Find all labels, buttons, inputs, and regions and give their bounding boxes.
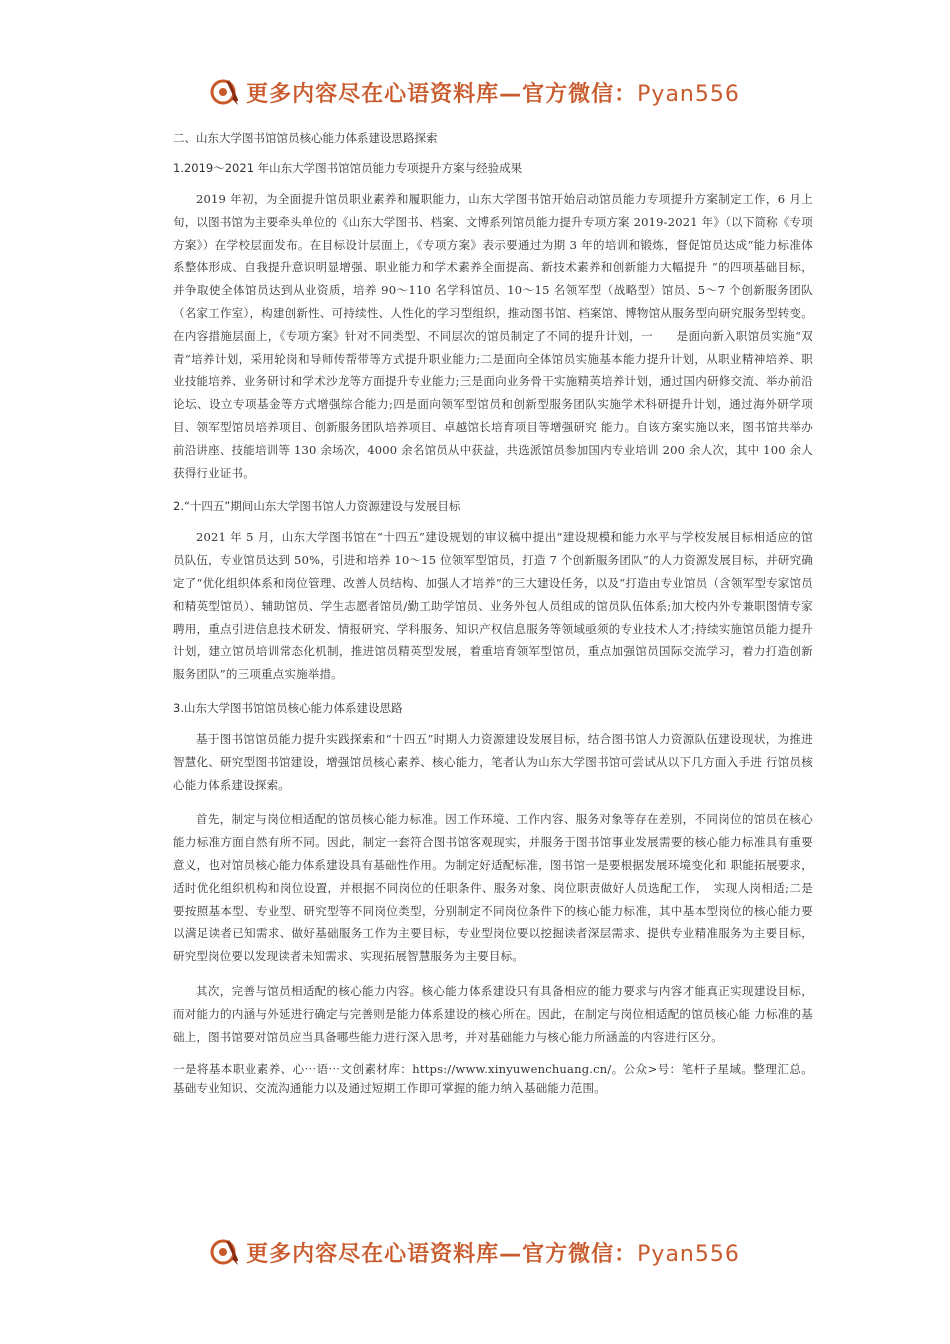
subsection-heading-2: 2.“十四五”期间山东大学图书馆人力资源建设与发展目标 [173, 499, 461, 514]
banner-wechat-id: Pyan556 [637, 81, 740, 107]
banner-text [246, 1237, 740, 1268]
paragraph-4: 首先，制定与岗位相适配的馆员核心能力标准。因工作环境、工作内容、服务对象等存在差别，不同岗位的馆员在核心能力标准方面自然有所不同。因此，制定一套符合图书馆客观现实，并服务于图书馆事业发展需要的核心能力标准具有重要意义，也对馆员核心能力体系建设具有基础性作用。为制定好适配标准，图书馆一是要根据发展环境变化和 职能拓展要求，适时优化组织机构和岗位设置，并根据不同岗位的任职条件、服务对象、岗位职责做好人员选配工作， 实现人岗相适;二是要按照基本型、专业型、研究型等不同岗位类型，分别制定不同岗位条件下的核心能力标准，其中基本型岗位的核心能力要以满足读者已知需求、做好基础服务工作为主要目标，专业型岗位要以挖掘读者深层需求、提供专业精准服务为主要目标，研究型岗位要以发现读者未知需求、实现拓展智慧服务为主要目标。 [173, 812, 813, 964]
subsection-heading-1: 1.2019～2021 年山东大学图书馆馆员能力专项提升方案与经验成果 [173, 161, 523, 175]
paragraph-3: 基于图书馆馆员能力提升实践探索和“十四五”时期人力资源建设发展目标，结合图书馆人力资源队伍建设现状，为推进智慧化、研究型图书馆建设，增强馆员核心素养、核心能力，笔者认为山东大学图书馆可尝试从以下几方面入手进 行馆员核心能力体系建设探索。 [173, 731, 813, 792]
logo-icon [210, 77, 240, 107]
header-banner [0, 72, 950, 112]
paragraph-2: 2021 年 5 月，山东大学图书馆在“十四五”建设规划的审议稿中提出“建设规模和能力水平与学校发展目标相适应的馆员队伍，专业馆员达到 50%，引进和培养 10～15 位领军型馆员，打造 7 个创新服务团队”的人力资源发展目标，并研究确定了“优化组织体系和岗位管理、改善人员结构、加强人才培养”的三大建设任务，以及“打造由专业馆员（含领军型专家馆员和精英型馆员）、辅助馆员、学生志愿者馆员/勤工助学馆员、业务外包人员组成的馆员队伍体系;加大校内外专兼职图情专家聘用，重点引进信息技术研发、情报研究、学科服务、知识产权信息服务等领域亟须的专业技术人才;持续实施馆员能力提升计划，建立馆员培训常态化机制，推进馆员精英型发展，着重培育领军型馆员，重点加强馆员国际交流学习，着力打造创新服务团队”的三项重点实施举措。 [173, 530, 813, 682]
paragraph-5: 其次，完善与馆员相适配的核心能力内容。核心能力体系建设只有具备相应的能力要求与内容才能真正实现建设目标，而对能力的内涵与外延进行确定与完善则是能力体系建设的核心所在。因此，在制定与岗位相适配的馆员核心能 力标准的基础上，图书馆要对馆员应当具备哪些能力进行深入思考，并对基础能力与核心能力所涵盖的内容进行区分。 [173, 983, 813, 1044]
footer-banner [0, 1232, 950, 1272]
paragraph-6: 一是将基本职业素养、心⋯语⋯文创素材库：https://www.xinyuwenchuang.cn/。公众>号：笔杆子星域。整理汇总。基础专业知识、交流沟通能力以及通过短期工作即可掌握的能力纳入基础能力范围。 [173, 1062, 813, 1096]
logo-icon [210, 1237, 240, 1267]
banner-slogan: 更多内容尽在心语资料库—官方微信： [246, 1241, 638, 1267]
banner-text [246, 77, 740, 108]
section-title: 二、山东大学图书馆馆员核心能力体系建设思路探索 [173, 131, 438, 145]
banner-slogan: 更多内容尽在心语资料库—官方微信： [246, 81, 638, 107]
banner-wechat-id: Pyan556 [637, 1241, 740, 1267]
paragraph-1: 2019 年初，为全面提升馆员职业素养和履职能力，山东大学图书馆开始启动馆员能力专项提升方案制定工作，6 月上旬，以图书馆为主要牵头单位的《山东大学图书、档案、文博系列馆员能力提升专项方案 2019-2021 年》（以下简称《专项方案》）在学校层面发布。在目标设计层面上，《专项方案》表示要通过为期 3 年的培训和锻炼，督促馆员达成“能力标准体系整体形成、自我提升意识明显增强、职业能力和学术素养全面提高、新技术素养和创新能力大幅提升 ”的四项基础目标，并争取使全体馆员达到从业资质，培养 90～110 名学科馆员、10～15 名领军型（战略型）馆员、5～7 个创新服务团队（名家工作室），构建创新性、可持续性、人性化的学习型组织，推动图书馆、档案馆、博物馆从服务型向研究服务型转变。在内容措施层面上，《专项方案》针对不同类型、不同层次的馆员制定了不同的提升计划，一 是面向新入职馆员实施“双青”培养计划，采用轮岗和导师传帮带等方式提升职业能力;二是面向全体馆员实施基本能力提升计划，从职业精神培养、职业技能培养、业务研讨和学术沙龙等方面提升专业能力;三是面向业务骨干实施精英培养计划，通过国内研修交流、举办前沿论坛、设立专项基金等方式增强综合能力;四是面向领军型馆员和创新型服务团队实施学术科研提升计划，通过海外研学项目、领军型馆员培养项目、创新服务团队培养项目、卓越馆长培育项目等增强研究 能力。自该方案实施以来，图书馆共举办前沿讲座、技能培训等 130 余场次，4000 余名馆员从中获益，共选派馆员参加国内专业培训 200 余人次，其中 100 余人获得行业证书。 [173, 192, 813, 480]
subsection-heading-3: 3.山东大学图书馆馆员核心能力体系建设思路 [173, 700, 403, 715]
document-body [173, 128, 813, 1110]
